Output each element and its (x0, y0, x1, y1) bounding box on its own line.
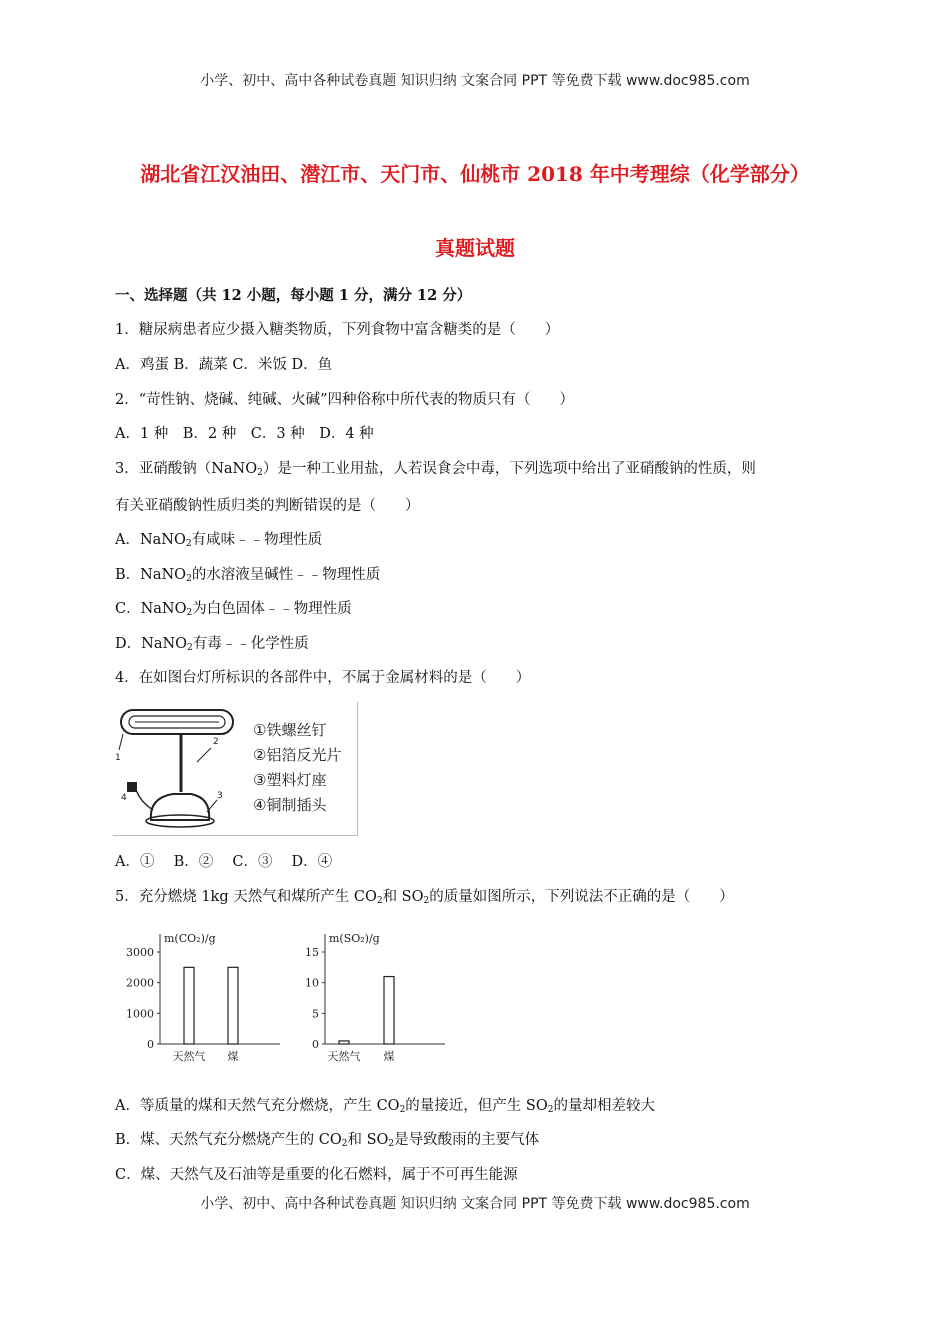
q5-stem-a: 5．充分燃烧 1kg 天然气和煤所产生 CO (115, 889, 377, 905)
q3-option-a-post: 有咸味﹣﹣物理性质 (191, 532, 323, 548)
q3-option-d (115, 632, 309, 653)
q5-option-a-sub1: 2 (399, 1105, 406, 1115)
bar-coal (228, 967, 238, 1044)
q3-option-a-pre: A．NaNO (115, 532, 186, 548)
q5-option-b-sub1: 2 (341, 1139, 348, 1149)
q5-option-b-part2: 和 SO (347, 1132, 389, 1148)
q3-option-b-post: 的水溶液呈碱性﹣﹣物理性质 (191, 567, 381, 583)
x-tick-label: 天然气 (327, 1050, 361, 1063)
lamp-part-2: ②铝箔反光片 (253, 746, 342, 764)
q5-stem (115, 885, 734, 906)
co2-chart (126, 932, 280, 1063)
section-heading: 一、选择题（共 12 小题，每小题 1 分，满分 12 分） (115, 287, 472, 304)
q5-option-a-part3: 的量却相差较大 (553, 1098, 655, 1114)
lamp-illustration (113, 702, 253, 835)
lamp-part-3: ③塑料灯座 (253, 771, 327, 789)
figure-mark-1: 1 (115, 753, 121, 763)
lamp-parts-list (253, 718, 341, 818)
q5-option-b-sub2: 2 (388, 1139, 395, 1149)
q5-option-b (115, 1128, 539, 1149)
bar-natural-gas (184, 967, 194, 1044)
y-tick-label: 2000 (126, 976, 154, 990)
x-tick-label: 煤 (383, 1050, 395, 1063)
q1-stem: 1．糖尿病患者应少摄入糖类物质，下列食物中富含糖类的是（ ） (115, 322, 560, 338)
q3-option-a (115, 528, 322, 549)
q5-option-a-part1: A．等质量的煤和天然气充分燃烧，产生 CO (115, 1098, 400, 1114)
q3-option-c-sub: 2 (186, 608, 193, 618)
q3-stem (115, 457, 756, 478)
lamp-part-4: ④铜制插头 (253, 796, 327, 814)
y-axis-label: m(CO₂)/g (164, 932, 216, 945)
q3-option-a-sub: 2 (185, 539, 192, 549)
q4-stem: 4．在如图台灯所标识的各部件中，不属于金属材料的是（ ） (115, 670, 531, 686)
bar-coal (384, 977, 394, 1044)
y-axis-label: m(SO₂)/g (329, 932, 380, 945)
q5-stem-c: 的质量如图所示，下列说法不正确的是（ ） (429, 889, 734, 905)
q5-option-b-part1: B．煤、天然气充分燃烧产生的 CO (115, 1132, 342, 1148)
y-tick-label: 1000 (126, 1007, 154, 1021)
lamp-part-1: ①铁螺丝钉 (253, 721, 327, 739)
q3-stem-a: 3．亚硝酸钠（NaNO (115, 461, 258, 477)
q5-sub-co2: 2 (376, 896, 383, 906)
figure-mark-3: 3 (217, 791, 223, 801)
y-tick-label: 0 (312, 1038, 319, 1051)
lamp-figure (113, 702, 358, 836)
y-tick-label: 15 (305, 946, 319, 959)
y-tick-label: 3000 (126, 946, 154, 959)
figure-mark-2: 2 (213, 737, 219, 747)
q3-option-c (115, 597, 352, 618)
q3-option-b (115, 563, 380, 584)
x-tick-label: 煤 (227, 1050, 239, 1063)
q5-option-c: C．煤、天然气及石油等是重要的化石燃料，属于不可再生能源 (115, 1167, 518, 1183)
q5-option-a (115, 1094, 655, 1115)
q3-option-d-post: 有毒﹣﹣化学性质 (192, 636, 309, 652)
page-title-line1: 湖北省江汉油田、潜江市、天门市、仙桃市 2018 年中考理综（化学部分） (140, 162, 810, 186)
q5-option-b-part3: 是导致酸雨的主要气体 (394, 1132, 540, 1148)
q3-option-b-sub: 2 (186, 574, 192, 584)
callout-line-2 (197, 748, 211, 762)
q5-sub-so2: 2 (423, 896, 430, 906)
q3-option-c-pre: C．NaNO (115, 601, 187, 617)
bar-natural-gas (339, 1041, 349, 1044)
q1-options: A．鸡蛋 B．蔬菜 C．米饭 D．鱼 (115, 357, 333, 373)
q3-stem-b: ）是一种工业用盐，人若误食会中毒，下列选项中给出了亚硝酸钠的性质，则 (262, 461, 756, 477)
q3-stem-line2: 有关亚硝酸钠性质归类的判断错误的是（ ） (115, 498, 420, 514)
q3-option-d-sub: 2 (187, 643, 193, 653)
q5-stem-b: 和 SO (382, 889, 424, 905)
x-tick-label: 天然气 (172, 1050, 206, 1063)
q3-option-d-pre: D．NaNO (115, 636, 188, 652)
page-footer: 小学、初中、高中各种试卷真题 知识归纳 文案合同 PPT 等免费下载 www.doc985.com (200, 1196, 750, 1212)
figure-mark-4: 4 (121, 793, 127, 803)
page-title-line2: 真题试题 (435, 236, 515, 260)
q3-subscript: 2 (257, 468, 263, 478)
q5-option-a-part2: 的量接近，但产生 SO (405, 1098, 548, 1114)
q5-charts (110, 922, 450, 1082)
y-tick-label: 5 (312, 1007, 319, 1021)
y-tick-label: 10 (305, 976, 319, 990)
y-tick-label: 0 (147, 1038, 154, 1051)
q4-options: A．① B．② C．③ D．④ (115, 854, 333, 870)
q2-stem: 2．“苛性钠、烧碱、纯碱、火碱”四种俗称中所代表的物质只有（ ） (115, 392, 575, 408)
page-header: 小学、初中、高中各种试卷真题 知识归纳 文案合同 PPT 等免费下载 www.doc985.com (200, 73, 750, 89)
q5-option-a-sub2: 2 (547, 1105, 554, 1115)
q3-option-b-pre: B．NaNO (115, 567, 187, 583)
q2-options: A．1 种 B．2 种 C．3 种 D．4 种 (115, 426, 374, 442)
so2-chart (305, 932, 445, 1063)
q3-option-c-post: 为白色固体﹣﹣物理性质 (192, 601, 352, 617)
lamp-plug (127, 782, 137, 792)
callout-line-1 (119, 734, 123, 750)
